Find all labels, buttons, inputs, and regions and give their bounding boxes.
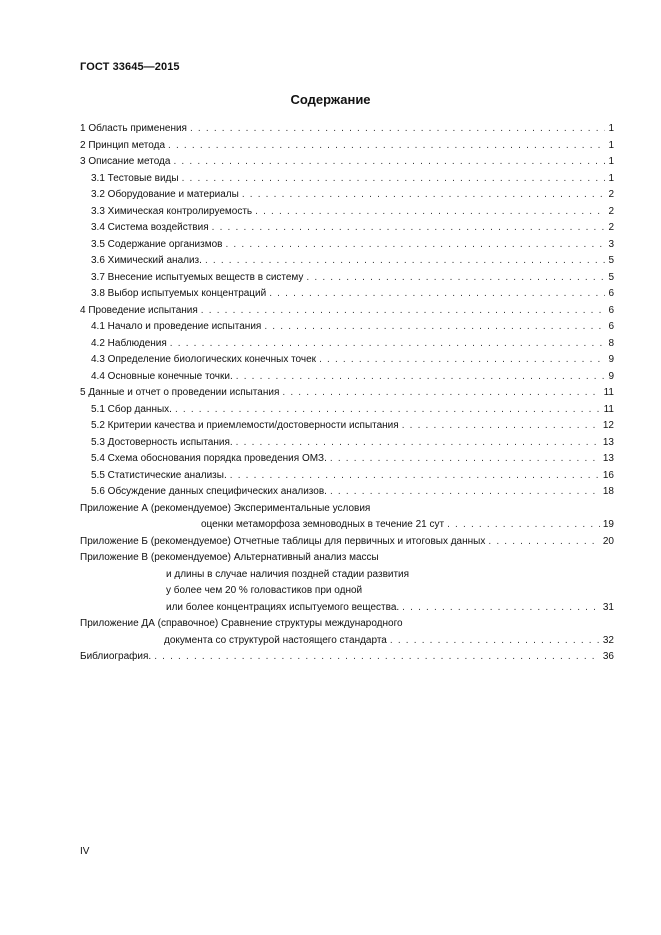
toc-entry-page: 1 [608, 156, 614, 167]
toc-entry [80, 187, 614, 204]
dot-leader [306, 270, 605, 287]
toc-entry-page: 9 [608, 354, 614, 365]
toc-entry-text: 3.3 Химическая контролируемость [91, 205, 253, 217]
toc-entry-text: 4 Проведение испытания [80, 304, 198, 316]
page-title: Содержание [290, 92, 371, 107]
toc-entry-text: 5 Данные и отчет о проведении испытания [80, 387, 280, 398]
dot-leader [201, 303, 606, 320]
toc-entry-text: 5.2 Критерии качества и приемлемости/достоверности испытания [91, 420, 399, 431]
toc-entry-page: 1 [608, 123, 614, 134]
dot-leader [402, 418, 600, 435]
toc-entry-page: 5 [608, 271, 614, 283]
toc-entry-page: 13 [602, 453, 614, 464]
toc-entry-text: 3 Описание метода [80, 156, 171, 167]
toc-entry [80, 154, 614, 171]
toc-entry [80, 649, 614, 666]
toc-entry [80, 352, 614, 369]
dot-leader [225, 237, 605, 254]
toc-entry [80, 418, 614, 435]
toc-entry-page: 2 [608, 189, 614, 200]
dot-leader [402, 600, 600, 617]
toc-entry-text: 3.2 Оборудование и материалы [91, 189, 239, 200]
toc-entry-text: 3.8 Выбор испытуемых концентраций [91, 288, 267, 299]
dot-leader [236, 369, 606, 386]
dot-leader [175, 402, 601, 419]
toc-entry-text: 2 Принцип метода [80, 139, 166, 151]
toc-entry [80, 204, 614, 221]
toc-entry-text: 4.4 Основные конечные точки. [91, 370, 233, 382]
toc-entry [80, 517, 614, 534]
toc-entry [80, 138, 614, 155]
toc-entry-text: 3.1 Тестовые виды [91, 172, 179, 184]
appendix-da-title-cont: документа со структурой настоящего стандарта [164, 634, 387, 646]
toc-entry [80, 237, 614, 254]
toc-entry-page: 16 [602, 469, 614, 481]
bibliography-title: Библиография. [80, 651, 152, 662]
dot-leader [236, 435, 600, 452]
dot-leader [242, 187, 606, 204]
toc-entry-page: 11 [603, 403, 614, 415]
toc-entry [80, 270, 614, 287]
toc-entry [80, 385, 614, 402]
toc-entry-page: 11 [603, 387, 614, 398]
toc-entry-page: 2 [608, 205, 614, 217]
dot-leader [168, 138, 605, 155]
toc-entry-page: 20 [602, 535, 614, 547]
toc-entry-page: 2 [608, 222, 614, 233]
toc-entry [80, 435, 614, 452]
dot-leader [190, 121, 605, 138]
appendix-a-title: Приложение А (рекомендуемое) Экспериментальные условия [80, 502, 371, 514]
dot-leader [170, 336, 606, 353]
toc-entry [80, 253, 614, 270]
toc-entry-page: 1 [608, 139, 614, 151]
dot-leader [154, 649, 600, 666]
appendix-a-title-cont: оценки метаморфоза земноводных в течение 21 сут [201, 519, 445, 530]
dot-leader [447, 517, 600, 534]
appendix-v-title: Приложение В (рекомендуемое) Альтернативный анализ массы [80, 552, 379, 563]
dot-leader [212, 220, 606, 237]
toc-entry-page: 9 [608, 370, 614, 382]
toc-entry [80, 303, 614, 320]
dot-leader [230, 468, 600, 485]
toc-entry-text: 3.4 Система воздействия [91, 222, 209, 233]
toc-entry [80, 171, 614, 188]
toc-entry-page: 32 [602, 634, 614, 646]
toc-entry-page: 3 [608, 238, 614, 250]
toc-entry [80, 600, 614, 617]
toc-entry-page: 13 [602, 436, 614, 448]
page-number: IV [80, 846, 90, 857]
appendix-v-title-cont: у более чем 20 % головастиков при одной [166, 585, 363, 596]
dot-leader [205, 253, 606, 270]
dot-leader [330, 451, 600, 468]
dot-leader [390, 633, 600, 650]
toc-entry-text: 4.1 Начало и проведение испытания [91, 321, 262, 332]
appendix-b-title: Приложение Б (рекомендуемое) Отчетные таблицы для первичных и итоговых данных [80, 535, 486, 547]
toc-entry-text: 5.1 Сбор данных. [91, 403, 172, 415]
toc-entry-text: 5.5 Статистические анализы. [91, 469, 227, 481]
toc-entry [80, 336, 614, 353]
toc-entry [80, 633, 614, 650]
toc-entry-text: 5.3 Достоверность испытания. [91, 436, 233, 448]
dot-leader [269, 286, 605, 303]
toc-entry [80, 402, 614, 419]
dot-leader [264, 319, 605, 336]
toc-entry [80, 220, 614, 237]
toc-entry [80, 451, 614, 468]
appendix-v-title-cont: или более концентрациях испытуемого вещества. [166, 601, 400, 613]
dot-leader [319, 352, 605, 369]
toc-entry-page: 31 [602, 601, 614, 613]
dot-leader [173, 154, 605, 171]
toc-entry-text: 5.6 Обсуждение данных специфических анализов. [91, 486, 327, 497]
toc-entry-page: 5 [608, 255, 614, 266]
toc-entry-page: 1 [608, 172, 614, 184]
toc-entry-page: 6 [608, 288, 614, 299]
toc-entry [80, 369, 614, 386]
toc-entry-page: 19 [602, 519, 614, 530]
dot-leader [255, 204, 605, 221]
toc-entry-text: 3.5 Содержание организмов [91, 238, 223, 250]
document-header: ГОСТ 33645—2015 [80, 61, 180, 73]
toc-entry [80, 121, 614, 138]
toc-entry-text: 3.6 Химический анализ. [91, 255, 202, 266]
appendix-v-title-cont: и длины в случае наличия поздней стадии развития [166, 568, 410, 580]
toc-entry [80, 468, 614, 485]
toc-entry-text: 4.3 Определение биологических конечных точек [91, 354, 317, 365]
toc-entry-page: 6 [608, 321, 614, 332]
toc-entry-page: 12 [602, 420, 614, 431]
toc-entry-text: 4.2 Наблюдения [91, 337, 167, 349]
toc-entry [80, 286, 614, 303]
toc-entry [80, 534, 614, 551]
appendix-da-title: Приложение ДА (справочное) Сравнение структуры международного [80, 618, 403, 629]
toc-entry-text: 3.7 Внесение испытуемых веществ в систему [91, 271, 304, 283]
dot-leader [282, 385, 600, 402]
dot-leader [330, 484, 600, 501]
toc-entry [80, 484, 614, 501]
toc-entry-page: 18 [602, 486, 614, 497]
dot-leader [488, 534, 600, 551]
toc-entry-page: 8 [608, 337, 614, 349]
toc-entry-page: 36 [602, 651, 614, 662]
toc-entry [80, 319, 614, 336]
toc-entry-text: 1 Область применения [80, 123, 187, 134]
table-of-contents [80, 121, 614, 666]
toc-entry-text: 5.4 Схема обоснования порядка проведения ОМЗ. [91, 453, 327, 464]
toc-entry-page: 6 [608, 304, 614, 316]
dot-leader [182, 171, 606, 188]
